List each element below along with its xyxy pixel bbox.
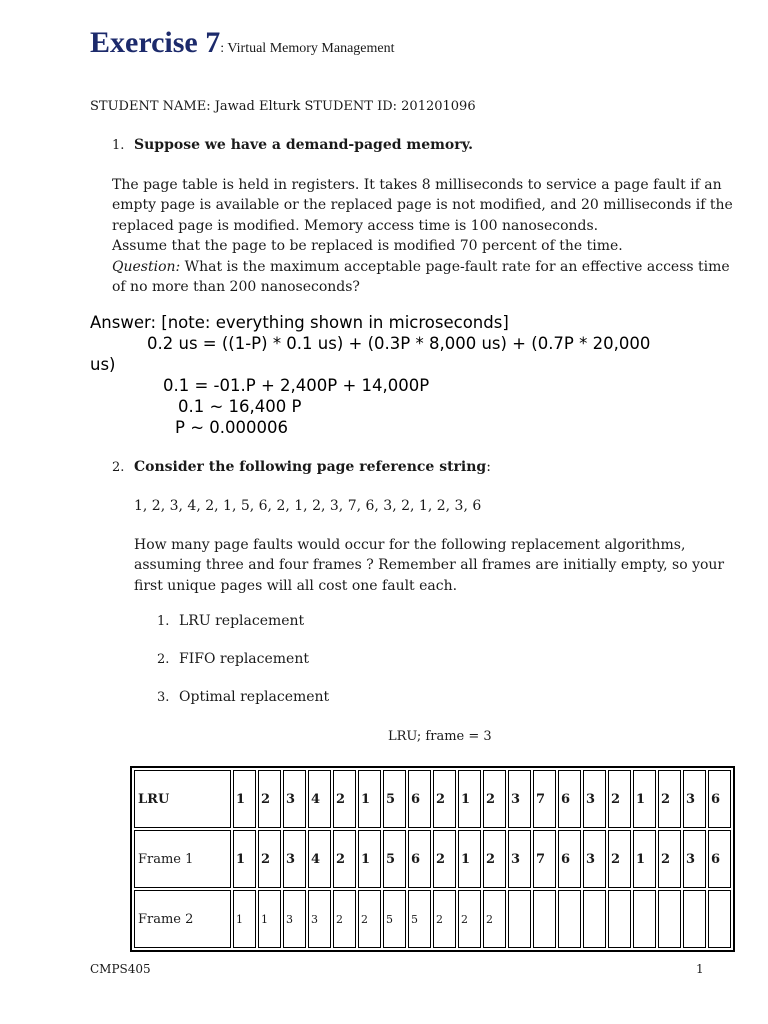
- list-item-label: FIFO replacement: [179, 651, 309, 667]
- table-cell: 1: [458, 770, 481, 828]
- table-cell: 6: [558, 770, 581, 828]
- table-cell: 2: [658, 830, 681, 888]
- table-cell: [683, 890, 706, 948]
- table-cell: [658, 890, 681, 948]
- table-cell: 6: [708, 770, 731, 828]
- table-row-label: LRU: [134, 770, 231, 828]
- table-cell: 2: [483, 890, 506, 948]
- table-row-label: Frame 1: [134, 830, 231, 888]
- table-cell: [633, 890, 656, 948]
- table-cell: 7: [533, 770, 556, 828]
- table-cell: 1: [233, 890, 256, 948]
- table-cell: 4: [308, 770, 331, 828]
- table-cell: [558, 890, 581, 948]
- answer-line-4: 0.1 = -01.P + 2,400P + 14,000P: [163, 376, 430, 395]
- table-row: [134, 890, 731, 948]
- list-item-number: 1.: [157, 614, 170, 629]
- q1-question-line2: of no more than 200 nanoseconds?: [112, 279, 360, 296]
- list-item-number: 3.: [157, 690, 170, 705]
- answer-line-3: us): [90, 355, 116, 374]
- table-cell: 2: [333, 830, 356, 888]
- table-cell: 2: [358, 890, 381, 948]
- table-cell: [583, 890, 606, 948]
- answer-line-6: P ~ 0.000006: [175, 418, 288, 437]
- q1-heading: Suppose we have a demand-paged memory.: [134, 137, 474, 153]
- table-row: [134, 770, 731, 828]
- table-cell: 2: [608, 830, 631, 888]
- q1-number: 1.: [112, 138, 125, 153]
- answer-line-5: 0.1 ~ 16,400 P: [178, 397, 302, 416]
- table-cell: 3: [283, 890, 306, 948]
- table-cell: 2: [483, 770, 506, 828]
- table-row: [134, 830, 731, 888]
- list-item-number: 2.: [157, 652, 170, 667]
- table-cell: 3: [583, 770, 606, 828]
- list-item: [157, 651, 309, 667]
- table-cell: 2: [458, 890, 481, 948]
- reference-string: 1, 2, 3, 4, 2, 1, 5, 6, 2, 1, 2, 3, 7, 6, 3, 2, 1, 2, 3, 6: [134, 498, 482, 514]
- table-cell: 5: [383, 830, 406, 888]
- table-cell: [708, 890, 731, 948]
- table-cell: 3: [283, 830, 306, 888]
- title-subtitle: : Virtual Memory Management: [220, 41, 395, 56]
- q1-body: [112, 175, 733, 297]
- table-cell: 3: [508, 770, 531, 828]
- table-cell: 1: [233, 830, 256, 888]
- table-cell: 2: [433, 830, 456, 888]
- table-cell: 2: [333, 770, 356, 828]
- q2-line: assuming three and four frames ? Remember all frames are initially empty, so your: [134, 557, 725, 574]
- table-cell: [508, 890, 531, 948]
- table-cell: 7: [533, 830, 556, 888]
- q2-heading-colon: :: [486, 459, 491, 475]
- answer-line-1: Answer: [note: everything shown in microseconds]: [90, 313, 509, 332]
- table-cell: [608, 890, 631, 948]
- table-cell: 6: [408, 770, 431, 828]
- q1-line: The page table is held in registers. It takes 8 milliseconds to service a page fault if an: [112, 177, 722, 193]
- student-info: STUDENT NAME: Jawad Elturk STUDENT ID: 201201096: [90, 99, 476, 114]
- table-cell: 1: [633, 830, 656, 888]
- list-item-label: LRU replacement: [179, 613, 305, 629]
- q2-line: How many page faults would occur for the following replacement algorithms,: [134, 537, 686, 553]
- table-cell: 2: [658, 770, 681, 828]
- table-row-label: Frame 2: [134, 890, 231, 948]
- table-cell: 4: [308, 830, 331, 888]
- table-cell: 1: [358, 830, 381, 888]
- table-cell: 1: [358, 770, 381, 828]
- lru-table: [130, 766, 735, 952]
- table-cell: 6: [708, 830, 731, 888]
- table-cell: 6: [408, 830, 431, 888]
- table-cell: 5: [383, 890, 406, 948]
- title-main: Exercise 7: [90, 26, 221, 59]
- q1-line: Assume that the page to be replaced is modified 70 percent of the time.: [112, 238, 623, 255]
- list-item: [157, 689, 329, 705]
- table-cell: 2: [433, 770, 456, 828]
- table-cell: 5: [383, 770, 406, 828]
- table-cell: 1: [258, 890, 281, 948]
- q1-line: replaced page is modified. Memory access time is 100 nanoseconds.: [112, 217, 599, 234]
- table-cell: 2: [433, 890, 456, 948]
- table-cell: 1: [633, 770, 656, 828]
- list-item-label: Optimal replacement: [179, 689, 330, 705]
- table-cell: 2: [333, 890, 356, 948]
- q1-line: empty page is available or the replaced page is not modified, and 20 milliseconds if the: [112, 197, 733, 214]
- table-cell: 3: [308, 890, 331, 948]
- table-cell: 3: [683, 770, 706, 828]
- table-cell: 3: [583, 830, 606, 888]
- table-cell: 2: [483, 830, 506, 888]
- table-cell: 2: [258, 830, 281, 888]
- table-cell: 2: [258, 770, 281, 828]
- q2-heading: Consider the following page reference string: [134, 459, 487, 475]
- q2-heading-line: [112, 459, 491, 475]
- q1-question-line: [112, 257, 733, 277]
- table-cell: 3: [508, 830, 531, 888]
- table-cell: 1: [233, 770, 256, 828]
- table-cell: 5: [408, 890, 431, 948]
- q2-body: [134, 535, 724, 596]
- table-cell: 6: [558, 830, 581, 888]
- table-cell: 2: [608, 770, 631, 828]
- table-cell: 1: [458, 830, 481, 888]
- table-caption: LRU; frame = 3: [388, 729, 492, 744]
- table-cell: [533, 890, 556, 948]
- table-cell: 3: [283, 770, 306, 828]
- q1-question-text: What is the maximum acceptable page-fault rate for an effective access time: [180, 258, 730, 275]
- q2-line: first unique pages will all cost one fault each.: [134, 577, 458, 594]
- footer-page-number: 1: [696, 962, 704, 976]
- footer-course: CMPS405: [90, 962, 151, 976]
- answer-line-2: 0.2 us = ((1-P) * 0.1 us) + (0.3P * 8,000 us) + (0.7P * 20,000: [147, 334, 651, 353]
- list-item: [157, 613, 304, 629]
- q1-heading-line: [112, 137, 473, 153]
- q1-question-label: Question:: [112, 258, 181, 275]
- page-title: [90, 26, 395, 60]
- q2-number: 2.: [112, 460, 125, 475]
- table-cell: 3: [683, 830, 706, 888]
